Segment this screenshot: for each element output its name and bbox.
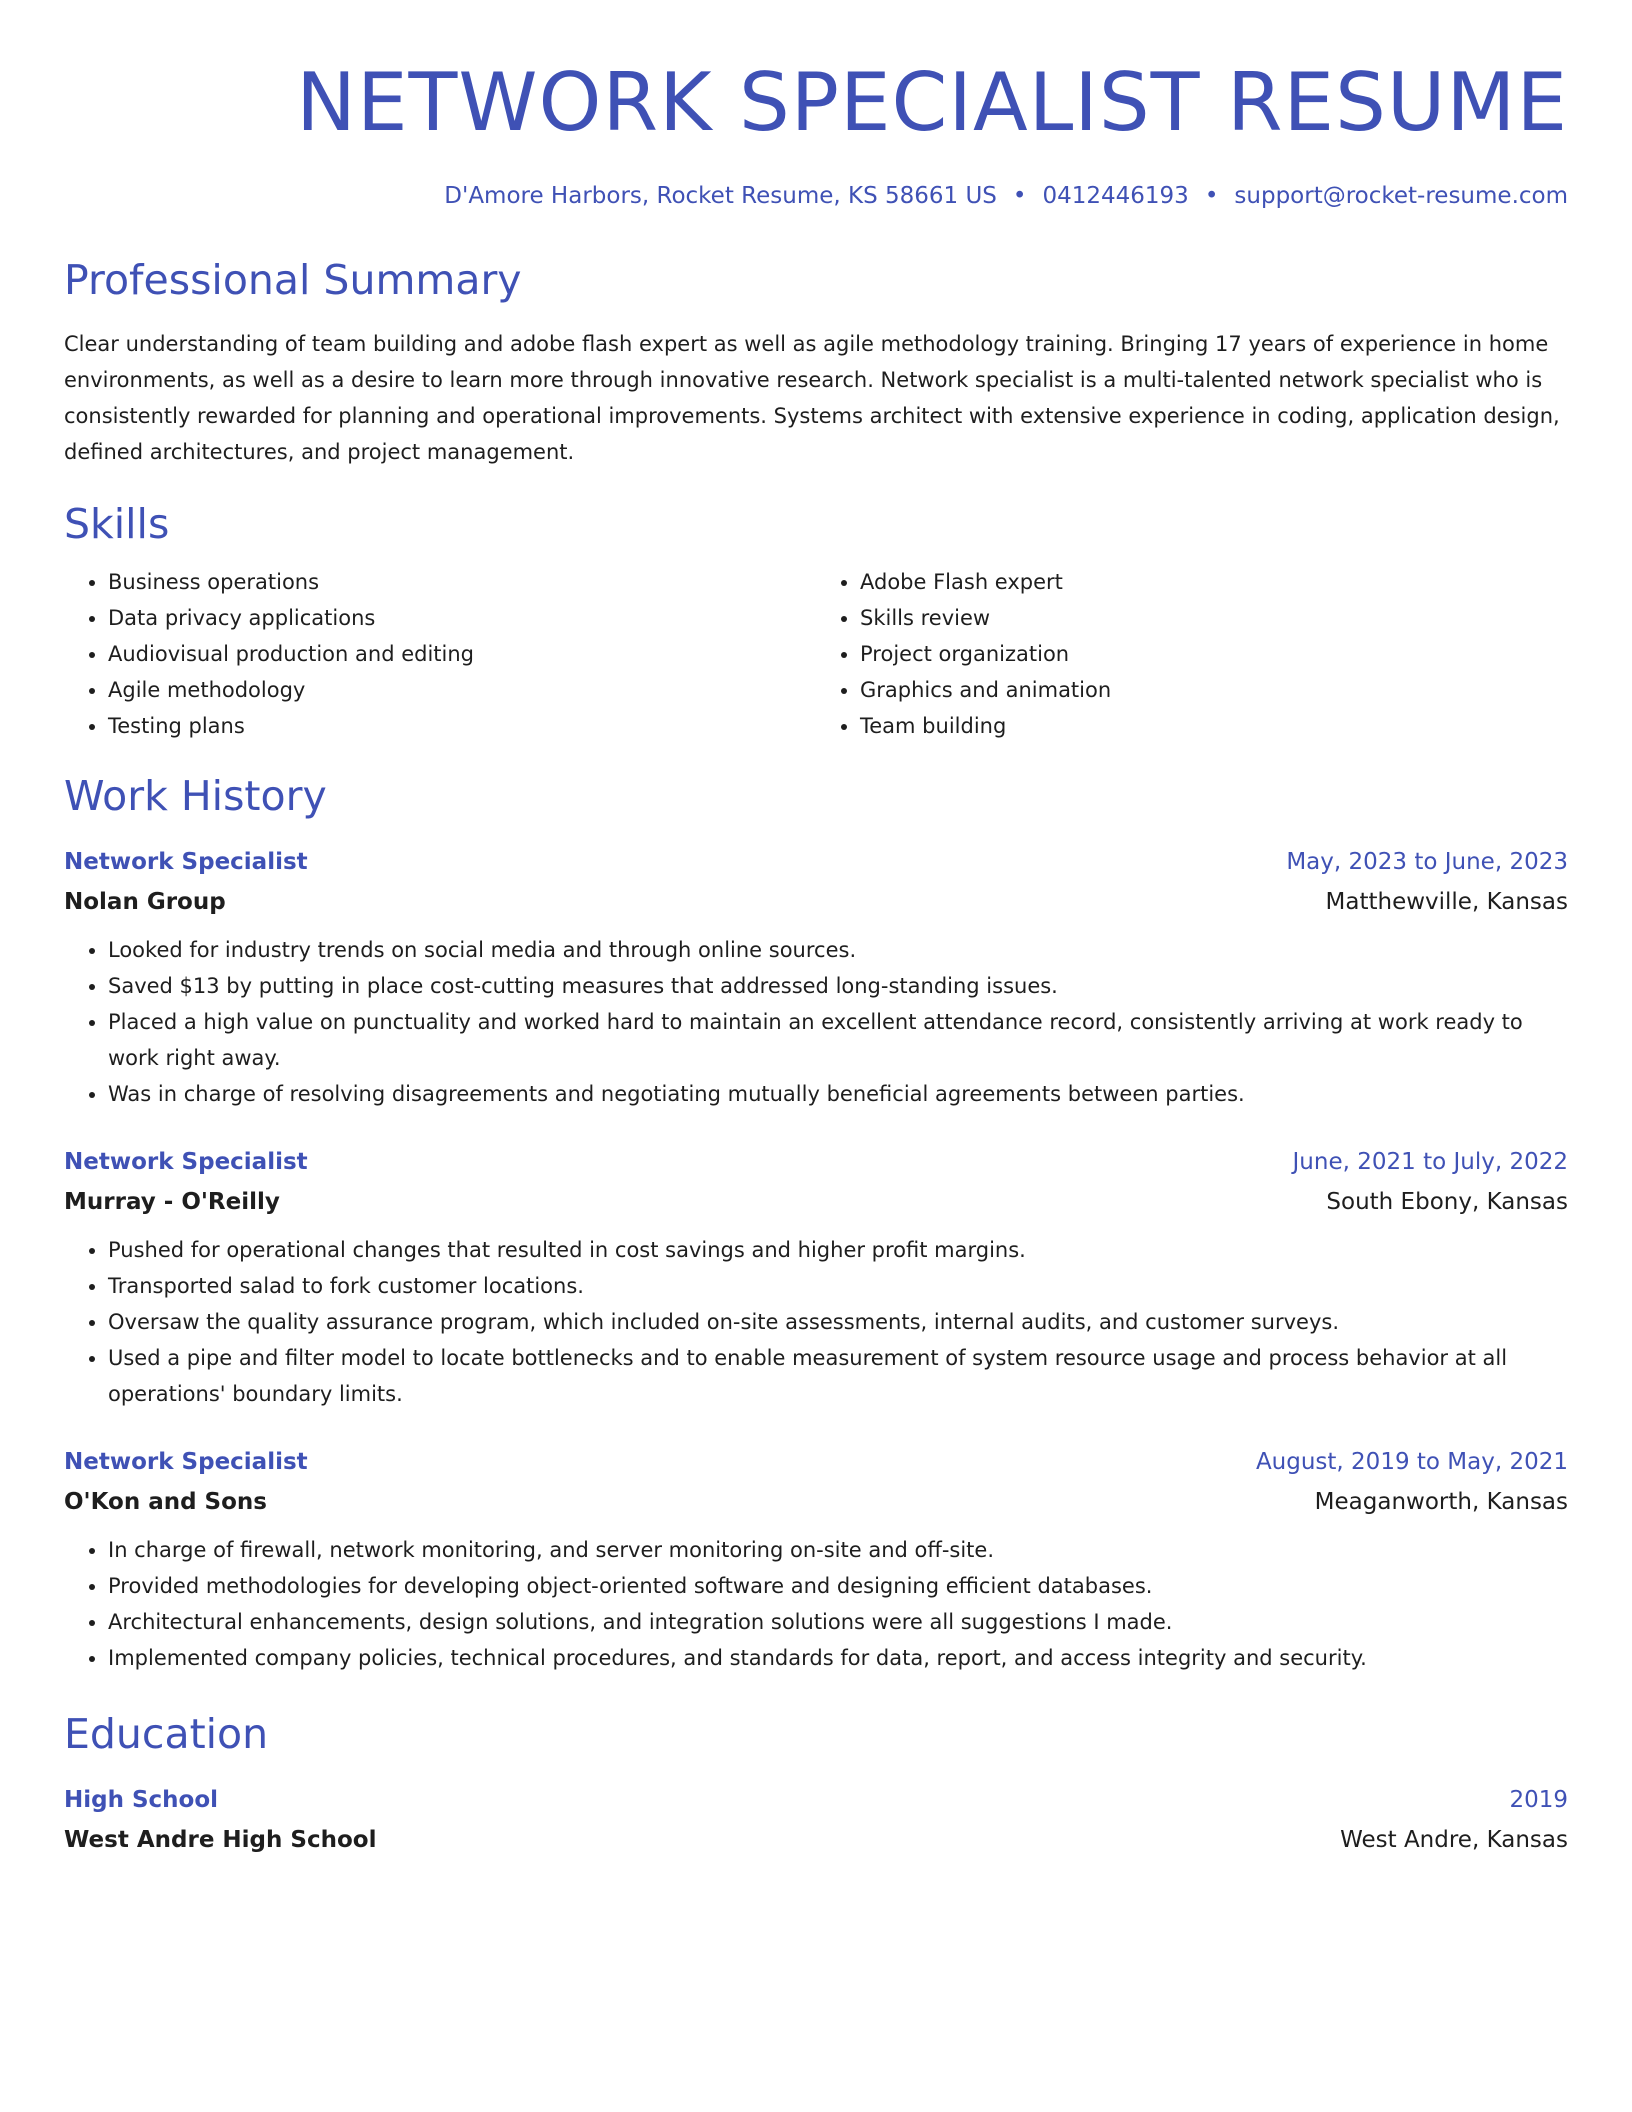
job-entry [64, 1444, 1568, 1676]
job-location: South Ebony, Kansas [1326, 1189, 1568, 1215]
skills-heading: Skills [64, 500, 170, 548]
job-location: Matthewville, Kansas [1325, 889, 1568, 915]
job-employer: O'Kon and Sons [64, 1489, 267, 1515]
skill-item: • Audiovisual production and editing [108, 636, 816, 672]
skills-list-right [816, 564, 1568, 744]
summary-text: Clear understanding of team building and adobe flash expert as well as agile methodology training. Bringing 17 years of experience in home environments, as well as a desire to learn more through innovative research. Network specialist is a multi-talented network specialist who is consistently rewarded for planning and operational improvements. Systems architect with extensive experience in coding, application design, defined architectures, and project management. [64, 332, 1560, 464]
job-entry [64, 844, 1568, 1112]
job-bullet: • In charge of firewall, network monitoring, and server monitoring on-site and off-site. [108, 1532, 1568, 1568]
education-school: West Andre High School [64, 1827, 377, 1853]
employer-row [64, 882, 1568, 922]
degree-row [64, 1782, 1568, 1818]
education-entry [64, 1782, 1568, 1860]
job-bullets [64, 1232, 1568, 1412]
work-history-section [64, 768, 1568, 1676]
job-title: Network Specialist [64, 849, 308, 875]
skill-item: • Skills review [860, 600, 1568, 636]
contact-separator: • [1012, 183, 1027, 209]
job-title-row [64, 1444, 1568, 1480]
job-title: Network Specialist [64, 1149, 308, 1175]
skill-item: • Graphics and animation [860, 672, 1568, 708]
job-title: Network Specialist [64, 1449, 308, 1475]
employer-row [64, 1482, 1568, 1522]
job-bullet: • Implemented company policies, technical procedures, and standards for data, report, and access integrity and security. [108, 1640, 1568, 1676]
contact-email: support@rocket-resume.com [1234, 183, 1568, 209]
job-employer: Murray - O'Reilly [64, 1189, 280, 1215]
job-bullet: • Oversaw the quality assurance program, which included on-site assessments, internal audits, and customer surveys. [108, 1304, 1568, 1340]
employer-row [64, 1182, 1568, 1222]
job-title-row [64, 844, 1568, 880]
summary-section [64, 252, 1568, 470]
resume-header [64, 0, 1568, 212]
job-location: Meaganworth, Kansas [1314, 1489, 1568, 1515]
skill-item: • Business operations [108, 564, 816, 600]
contact-address: D'Amore Harbors, Rocket Resume, KS 58661 US [444, 183, 997, 209]
job-bullet: • Architectural enhancements, design solutions, and integration solutions were all suggestions I made. [108, 1604, 1568, 1640]
skill-item: • Data privacy applications [108, 600, 816, 636]
skill-item: • Adobe Flash expert [860, 564, 1568, 600]
job-bullets [64, 1532, 1568, 1676]
work-history-heading: Work History [64, 772, 327, 820]
job-bullet: • Transported salad to fork customer locations. [108, 1268, 1568, 1304]
education-location: West Andre, Kansas [1340, 1827, 1568, 1853]
job-dates: August, 2019 to May, 2021 [1255, 1449, 1568, 1475]
job-title-row [64, 1144, 1568, 1180]
skills-section [64, 496, 1568, 744]
skills-list-left [64, 564, 816, 744]
job-entry [64, 1144, 1568, 1412]
job-employer: Nolan Group [64, 889, 226, 915]
resume-title: NETWORK SPECIALIST RESUME [296, 56, 1568, 149]
job-dates: June, 2021 to July, 2022 [1292, 1149, 1568, 1175]
job-bullet: • Saved $13 by putting in place cost-cutting measures that addressed long-standing issues. [108, 968, 1568, 1004]
job-dates: May, 2023 to June, 2023 [1286, 849, 1568, 875]
job-bullet: • Was in charge of resolving disagreements and negotiating mutually beneficial agreements between parties. [108, 1076, 1568, 1112]
job-bullet: • Used a pipe and filter model to locate bottlenecks and to enable measurement of system resource usage and process behavior at all operations' boundary limits. [108, 1340, 1568, 1412]
job-bullet: • Looked for industry trends on social media and through online sources. [108, 932, 1568, 968]
skill-item: • Testing plans [108, 708, 816, 744]
school-row [64, 1820, 1568, 1860]
skill-item: • Team building [860, 708, 1568, 744]
skill-item: • Project organization [860, 636, 1568, 672]
job-bullet: • Placed a high value on punctuality and worked hard to maintain an excellent attendance record, consistently arriving at work ready to work right away. [108, 1004, 1568, 1076]
job-bullet: • Pushed for operational changes that resulted in cost savings and higher profit margins. [108, 1232, 1568, 1268]
job-bullets [64, 932, 1568, 1112]
contact-separator: • [1204, 183, 1219, 209]
summary-heading: Professional Summary [64, 256, 522, 304]
job-bullet: • Provided methodologies for developing object-oriented software and designing efficient databases. [108, 1568, 1568, 1604]
education-heading: Education [64, 1710, 269, 1758]
contact-phone: 0412446193 [1042, 183, 1189, 209]
skills-grid [64, 564, 1568, 744]
education-year: 2019 [1509, 1787, 1568, 1813]
skill-item: • Agile methodology [108, 672, 816, 708]
education-section [64, 1706, 1568, 1860]
education-degree: High School [64, 1787, 219, 1813]
contact-line [64, 180, 1568, 212]
